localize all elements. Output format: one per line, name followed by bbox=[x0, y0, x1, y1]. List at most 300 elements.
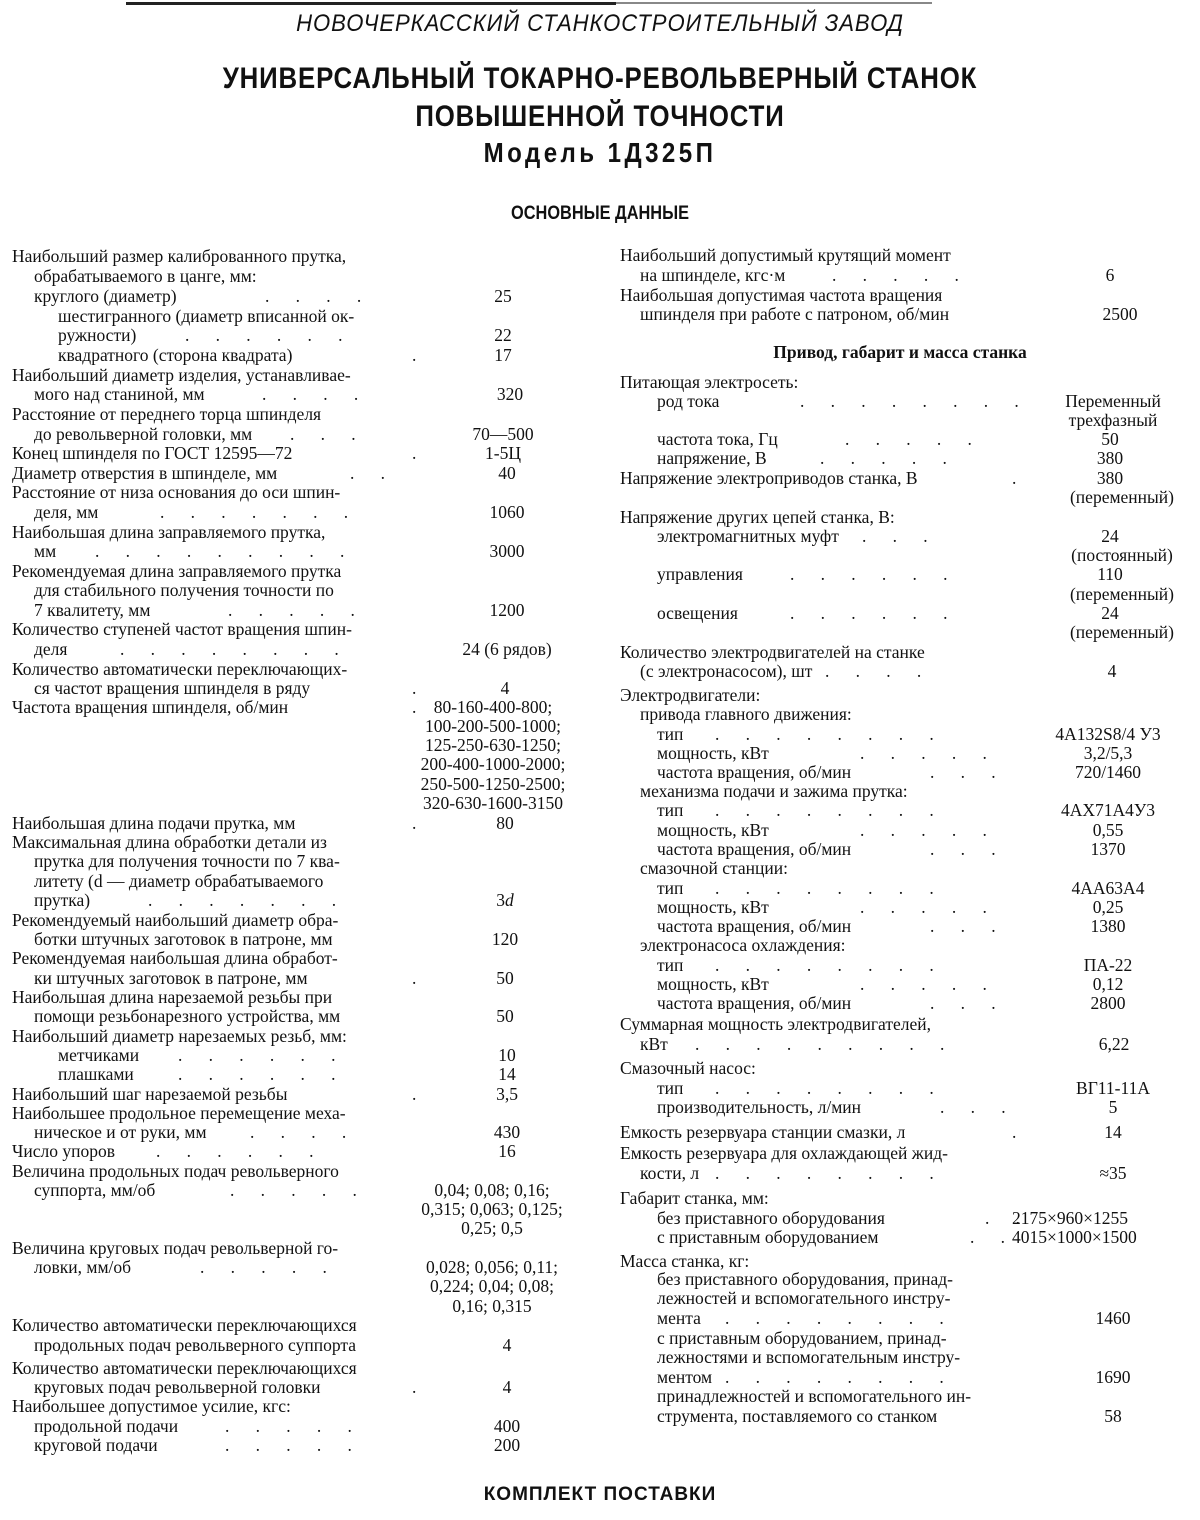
spec-row bbox=[600, 1058, 1200, 1078]
spec-value: 24 bbox=[1101, 526, 1119, 546]
spec-row bbox=[0, 1103, 600, 1123]
leader-dots: . bbox=[412, 813, 417, 833]
spec-value: Переменный bbox=[1065, 391, 1161, 411]
leader-dots: . bbox=[412, 443, 417, 463]
spec-row bbox=[600, 1347, 1200, 1367]
spec-label: Количество автоматически переключающихся bbox=[12, 1358, 357, 1378]
spec-label: метчиками bbox=[58, 1045, 140, 1065]
leader-dots: . . . bbox=[930, 916, 996, 936]
spec-row bbox=[0, 1006, 600, 1026]
spec-row bbox=[600, 685, 1200, 705]
spec-row bbox=[600, 661, 1200, 681]
spec-label: помощи резьбонарезного устройства, мм bbox=[34, 1006, 341, 1026]
spec-value: 40 bbox=[498, 463, 516, 483]
spec-row bbox=[0, 1257, 600, 1277]
spec-label: частота вращения, об/мин bbox=[657, 839, 852, 859]
spec-label: Масса станка, кг: bbox=[620, 1251, 750, 1271]
spec-value: 6 bbox=[1105, 265, 1115, 285]
spec-row bbox=[600, 245, 1200, 265]
spec-label: ническое и от руки, мм bbox=[34, 1122, 207, 1142]
spec-label: кости, л bbox=[640, 1163, 700, 1183]
spec-value: 80-160-400-800; bbox=[433, 697, 553, 717]
spec-row bbox=[600, 526, 1200, 546]
spec-label: 7 квалитету, мм bbox=[34, 600, 151, 620]
spec-label: Рекомендуемая наибольшая длина обработ- bbox=[12, 948, 338, 968]
spec-label: шпинделя при работе с патроном, об/мин bbox=[640, 304, 950, 324]
spec-row bbox=[600, 974, 1200, 994]
spec-label: мощность, кВт bbox=[657, 974, 769, 994]
spec-row bbox=[0, 600, 600, 620]
spec-row bbox=[600, 820, 1200, 840]
spec-value: 70—500 bbox=[472, 424, 534, 444]
spec-row bbox=[600, 897, 1200, 917]
spec-row bbox=[0, 365, 600, 385]
spec-row bbox=[600, 878, 1200, 898]
spec-value: 4АА63А4 bbox=[1071, 878, 1145, 898]
spec-label: механизма подачи и зажима прутка: bbox=[640, 781, 908, 801]
spec-value: 0,25 bbox=[1092, 897, 1124, 917]
spec-value: 24 (6 рядов) bbox=[462, 639, 552, 659]
spec-value: 0,315; 0,063; 0,125; bbox=[421, 1199, 563, 1219]
spec-row bbox=[0, 561, 600, 581]
spec-value: 2800 bbox=[1090, 993, 1126, 1013]
spec-value: 250-500-1250-2500; bbox=[420, 774, 566, 794]
spec-value: 14 bbox=[498, 1064, 516, 1084]
spec-value: 4 bbox=[500, 678, 510, 698]
spec-row bbox=[600, 1143, 1200, 1163]
spec-label: ловки, мм/об bbox=[34, 1257, 132, 1277]
spec-row bbox=[0, 1276, 600, 1296]
spec-label: привода главного движения: bbox=[640, 704, 852, 724]
spec-row bbox=[0, 948, 600, 968]
spec-label: обрабатываемого в цанге, мм: bbox=[34, 266, 257, 286]
spec-row bbox=[0, 619, 600, 639]
spec-label: ся частот вращения шпинделя в ряду bbox=[34, 678, 311, 698]
spec-label: Диаметр отверстия в шпинделе, мм bbox=[12, 463, 278, 483]
spec-row bbox=[0, 286, 600, 306]
spec-row bbox=[600, 1308, 1200, 1328]
spec-label: Смазочный насос: bbox=[620, 1058, 756, 1078]
spec-label: прутка) bbox=[34, 890, 91, 910]
spec-value: ПА-22 bbox=[1083, 955, 1133, 975]
spec-row bbox=[600, 1328, 1200, 1348]
spec-value: 380 bbox=[1096, 448, 1124, 468]
spec-label: ментом bbox=[657, 1367, 713, 1387]
spec-row bbox=[600, 1078, 1200, 1098]
spec-label: квадратного (сторона квадрата) bbox=[58, 345, 293, 365]
spec-label: управления bbox=[657, 564, 743, 584]
spec-label: деля bbox=[34, 639, 68, 659]
spec-label: мента bbox=[657, 1308, 701, 1328]
leader-dots: . . . . . bbox=[225, 1416, 352, 1436]
spec-value: 200-400-1000-2000; bbox=[420, 754, 566, 774]
spec-value: 3d bbox=[496, 890, 514, 910]
spec-label: лежностей и вспомогательного инстру- bbox=[657, 1288, 951, 1308]
spec-row bbox=[0, 678, 600, 698]
spec-row bbox=[0, 266, 600, 286]
leader-dots: . . . . . bbox=[230, 1180, 357, 1200]
spec-row bbox=[0, 987, 600, 1007]
spec-label: Частота вращения шпинделя, об/мин bbox=[12, 697, 289, 717]
spec-label: мощность, кВт bbox=[657, 897, 769, 917]
plant-name: НОВОЧЕРКАССКИЙ СТАНКОСТРОИТЕЛЬНЫЙ ЗАВОД bbox=[296, 10, 904, 37]
spec-row bbox=[0, 697, 600, 717]
spec-value: трехфазный bbox=[1068, 410, 1158, 430]
spec-row bbox=[600, 507, 1200, 527]
spec-row bbox=[600, 1288, 1200, 1308]
leader-dots: . bbox=[412, 1377, 417, 1397]
spec-label: Наибольшее продольное перемещение меха- bbox=[12, 1103, 346, 1123]
spec-label: тип bbox=[657, 724, 684, 744]
spec-value: (постоянный) bbox=[1071, 545, 1173, 565]
spec-row bbox=[0, 1199, 600, 1219]
spec-value: 17 bbox=[494, 345, 512, 365]
spec-row bbox=[600, 935, 1200, 955]
spec-row bbox=[600, 372, 1200, 392]
spec-row bbox=[600, 993, 1200, 1013]
spec-label: мого над станиной, мм bbox=[34, 384, 205, 404]
spec-value: 0,224; 0,04; 0,08; bbox=[430, 1276, 554, 1296]
spec-value: 720/1460 bbox=[1074, 762, 1142, 782]
spec-row bbox=[0, 1377, 600, 1397]
spec-label: частота вращения, об/мин bbox=[657, 993, 852, 1013]
leader-dots: . . . . . . . . bbox=[715, 724, 934, 744]
spec-row bbox=[600, 584, 1200, 604]
spec-value: ≈35 bbox=[1099, 1163, 1127, 1183]
spec-row bbox=[600, 1097, 1200, 1117]
spec-value: 6,22 bbox=[1098, 1034, 1130, 1054]
spec-value: 3,5 bbox=[496, 1084, 518, 1104]
spec-label: кВт bbox=[640, 1034, 668, 1054]
spec-value: 58 bbox=[1104, 1406, 1122, 1426]
leader-dots: . . . bbox=[290, 424, 356, 444]
spec-value: 16 bbox=[498, 1141, 516, 1161]
spec-row bbox=[0, 832, 600, 852]
spec-value: 4 bbox=[502, 1335, 512, 1355]
spec-label: Величина круговых подач револьверной го- bbox=[12, 1238, 339, 1258]
spec-row bbox=[0, 1026, 600, 1046]
spec-row bbox=[0, 1358, 600, 1378]
leader-dots: . . . . bbox=[265, 286, 362, 306]
spec-row bbox=[0, 502, 600, 522]
spec-row bbox=[0, 1141, 600, 1161]
spec-row bbox=[0, 325, 600, 345]
spec-value: 4АХ71А4У3 bbox=[1060, 800, 1156, 820]
spec-label: круговой подачи bbox=[34, 1435, 158, 1455]
spec-row bbox=[600, 545, 1200, 565]
spec-value: 1460 bbox=[1095, 1308, 1131, 1328]
spec-label: Габарит станка, мм: bbox=[620, 1188, 769, 1208]
leader-dots: . . . . . . . bbox=[160, 502, 349, 522]
spec-value: 0,55 bbox=[1092, 820, 1124, 840]
spec-value: 0,12 bbox=[1092, 974, 1124, 994]
spec-label: с приставным оборудованием bbox=[657, 1227, 879, 1247]
spec-row bbox=[0, 929, 600, 949]
spec-label: лежностями и вспомогательным инстру- bbox=[657, 1347, 961, 1367]
leader-dots: . . . . . . . . bbox=[120, 639, 339, 659]
spec-label: круглого (диаметр) bbox=[34, 286, 177, 306]
spec-label: Емкость резервуара для охлаждающей жид- bbox=[620, 1143, 948, 1163]
spec-label: Суммарная мощность электродвигателей, bbox=[620, 1014, 931, 1034]
spec-value: 200 bbox=[493, 1435, 521, 1455]
spec-row bbox=[0, 384, 600, 404]
spec-row bbox=[600, 265, 1200, 285]
leader-dots: . . bbox=[350, 463, 385, 483]
spec-row bbox=[600, 800, 1200, 820]
spec-value: 100-200-500-1000; bbox=[424, 716, 562, 736]
leader-dots: . . . . . bbox=[860, 974, 987, 994]
spec-label: продольной подачи bbox=[34, 1416, 179, 1436]
spec-row bbox=[0, 639, 600, 659]
spec-row bbox=[0, 404, 600, 424]
spec-label: без приставного оборудования, принад- bbox=[657, 1269, 953, 1289]
spec-value: 0,028; 0,056; 0,11; bbox=[425, 1257, 559, 1277]
spec-label: принадлежностей и вспомогательного ин- bbox=[657, 1386, 972, 1406]
spec-row bbox=[0, 1180, 600, 1200]
spec-value: 2175×960×1255 bbox=[1012, 1208, 1128, 1228]
spec-value: (переменный) bbox=[1069, 622, 1174, 642]
spec-row bbox=[600, 916, 1200, 936]
spec-row bbox=[600, 724, 1200, 744]
leader-dots: . bbox=[412, 697, 417, 717]
spec-row bbox=[0, 1335, 600, 1355]
spec-label: Питающая электросеть: bbox=[620, 372, 799, 392]
spec-row bbox=[600, 487, 1200, 507]
spec-row bbox=[0, 1122, 600, 1142]
leader-dots: . . . . . bbox=[845, 429, 972, 449]
spec-value: 50 bbox=[1101, 429, 1119, 449]
leader-dots: . . . . . bbox=[228, 600, 355, 620]
leader-dots: . . . . . . . . bbox=[715, 878, 934, 898]
spec-label: частота вращения, об/мин bbox=[657, 762, 852, 782]
spec-value: (переменный) bbox=[1069, 487, 1174, 507]
spec-row bbox=[0, 522, 600, 542]
spec-label: Рекомендуемый наибольший диаметр обра- bbox=[12, 910, 339, 930]
spec-row bbox=[600, 1386, 1200, 1406]
spec-row bbox=[600, 1367, 1200, 1387]
spec-label: тип bbox=[657, 1078, 684, 1098]
spec-row bbox=[600, 743, 1200, 763]
model-title: Модель 1Д325П bbox=[483, 137, 717, 168]
spec-row bbox=[600, 839, 1200, 859]
spec-label: Наибольший шаг нарезаемой резьбы bbox=[12, 1084, 288, 1104]
spec-label: мощность, кВт bbox=[657, 820, 769, 840]
spec-value: 430 bbox=[493, 1122, 521, 1142]
leader-dots: . . . . . . . . . bbox=[95, 541, 345, 561]
spec-value: 1690 bbox=[1095, 1367, 1131, 1387]
spec-value: 4 bbox=[502, 1377, 512, 1397]
spec-value: 125-250-630-1250; bbox=[424, 735, 562, 755]
spec-value: 4 bbox=[1107, 661, 1117, 681]
spec-value: 50 bbox=[496, 1006, 514, 1026]
spec-label: без приставного оборудования bbox=[657, 1208, 885, 1228]
spec-value: 3,2/5,3 bbox=[1083, 743, 1133, 763]
spec-row bbox=[0, 1296, 600, 1316]
spec-row bbox=[0, 659, 600, 679]
leader-dots: . . bbox=[985, 1208, 1020, 1228]
spec-row bbox=[600, 1227, 1200, 1247]
spec-label: род тока bbox=[657, 391, 720, 411]
section-heading-delivery-set: КОМПЛЕКТ ПОСТАВКИ bbox=[483, 1484, 717, 1505]
leader-dots: . . . . . . . . bbox=[800, 391, 1019, 411]
spec-row bbox=[600, 1251, 1200, 1271]
spec-label: Наибольшая длина подачи прутка, мм bbox=[12, 813, 296, 833]
leader-dots: . bbox=[412, 678, 417, 698]
leader-dots: . bbox=[1012, 468, 1017, 488]
spec-label: для стабильного получения точности по bbox=[34, 580, 334, 600]
spec-row bbox=[600, 1208, 1200, 1228]
spec-value: 1-5Ц bbox=[485, 443, 521, 463]
spec-row bbox=[600, 468, 1200, 488]
spec-label: деля, мм bbox=[34, 502, 99, 522]
spec-label: Напряжение электроприводов станка, В bbox=[620, 468, 918, 488]
spec-row bbox=[0, 482, 600, 502]
spec-row bbox=[0, 774, 600, 794]
spec-label: частота тока, Гц bbox=[657, 429, 778, 449]
spec-row bbox=[0, 306, 600, 326]
spec-label: ки штучных заготовок в патроне, мм bbox=[34, 968, 308, 988]
leader-dots: . bbox=[412, 968, 417, 988]
spec-value: 24 bbox=[1101, 603, 1119, 623]
leader-dots: . . . . . . . bbox=[148, 890, 337, 910]
spec-label: Емкость резервуара станции смазки, л bbox=[620, 1122, 906, 1142]
spec-row bbox=[0, 910, 600, 930]
spec-label: круговых подач револьверной головки bbox=[34, 1377, 321, 1397]
spec-row bbox=[600, 448, 1200, 468]
spec-row bbox=[600, 603, 1200, 623]
leader-dots: . . . . . . . . bbox=[715, 955, 934, 975]
leader-dots: . . . . . . bbox=[790, 603, 948, 623]
leader-dots: . bbox=[412, 345, 417, 365]
leader-dots: . . . bbox=[940, 1097, 1006, 1117]
spec-label: на шпинделе, кгс·м bbox=[640, 265, 786, 285]
spec-label: Наибольшая длина нарезаемой резьбы при bbox=[12, 987, 333, 1007]
spec-label: мм bbox=[34, 541, 57, 561]
spec-value: 4015×1000×1500 bbox=[1012, 1227, 1137, 1247]
leader-dots: . . . . . . . . bbox=[725, 1367, 944, 1387]
spec-label: ботки штучных заготовок в патроне, мм bbox=[34, 929, 333, 949]
spec-row bbox=[0, 1435, 600, 1455]
leader-dots: . . . . . bbox=[225, 1435, 352, 1455]
spec-value: 320-630-1600-3150 bbox=[423, 793, 563, 813]
spec-value: ВГ11-11А bbox=[1076, 1078, 1150, 1098]
leader-dots: . . . . . bbox=[860, 743, 987, 763]
spec-label: с приставным оборудованием, принад- bbox=[657, 1328, 947, 1348]
spec-label: Конец шпинделя по ГОСТ 12595—72 bbox=[12, 443, 293, 463]
spec-label: электронасоса охлаждения: bbox=[640, 935, 846, 955]
spec-row bbox=[600, 1014, 1200, 1034]
spec-value: 0,25; 0,5 bbox=[461, 1218, 523, 1238]
spec-value: (переменный) bbox=[1069, 584, 1174, 604]
spec-value: 380 bbox=[1096, 468, 1124, 488]
spec-label: Расстояние от низа основания до оси шпин- bbox=[12, 482, 341, 502]
spec-row bbox=[600, 704, 1200, 724]
spec-row bbox=[0, 716, 600, 736]
leader-dots: . . . . bbox=[825, 661, 922, 681]
spec-label: Величина продольных подач револьверного bbox=[12, 1161, 339, 1181]
leader-dots: . . . . . . bbox=[790, 564, 948, 584]
spec-row bbox=[0, 424, 600, 444]
section-heading-main-data: ОСНОВНЫЕ ДАННЫЕ bbox=[511, 203, 689, 224]
spec-value: 80 bbox=[496, 813, 514, 833]
spec-label: мощность, кВт bbox=[657, 743, 769, 763]
leader-dots: . . . . bbox=[250, 1122, 347, 1142]
spec-row bbox=[0, 541, 600, 561]
spec-row bbox=[600, 955, 1200, 975]
spec-label: Напряжение других цепей станка, В: bbox=[620, 507, 895, 527]
spec-row bbox=[0, 463, 600, 483]
spec-label: напряжение, В bbox=[657, 448, 767, 468]
spec-label: Наибольший диаметр изделия, устанавливае- bbox=[12, 365, 351, 385]
leader-dots: . . . . . bbox=[860, 820, 987, 840]
spec-value: 2500 bbox=[1102, 304, 1138, 324]
spec-row bbox=[0, 345, 600, 365]
spec-value: 25 bbox=[494, 286, 512, 306]
spec-value: 1370 bbox=[1090, 839, 1126, 859]
spec-label: до револьверной головки, мм bbox=[34, 424, 253, 444]
leader-dots: . . . . . bbox=[200, 1257, 327, 1277]
spec-label: производительность, л/мин bbox=[657, 1097, 862, 1117]
spec-value: 4А132S8/4 У3 bbox=[1055, 724, 1161, 744]
spec-row bbox=[600, 1188, 1200, 1208]
spec-label: продольных подач револьверного суппорта bbox=[34, 1335, 356, 1355]
spec-value: 22 bbox=[494, 325, 512, 345]
spec-row bbox=[0, 735, 600, 755]
spec-row bbox=[0, 1315, 600, 1335]
spec-value: 1380 bbox=[1090, 916, 1126, 936]
leader-dots: . . . . . . bbox=[156, 1141, 314, 1161]
spec-row bbox=[600, 391, 1200, 411]
leader-dots: . . . . . . . . bbox=[715, 1078, 934, 1098]
spec-label: Наибольшая допустимая частота вращения bbox=[620, 285, 943, 305]
spec-label: ружности) bbox=[58, 325, 137, 345]
leader-dots: . . . . . . bbox=[178, 1045, 336, 1065]
leader-dots: . . . bbox=[930, 839, 996, 859]
leader-dots: . . . bbox=[862, 526, 928, 546]
spec-label: Рекомендуемая длина заправляемого прутка bbox=[12, 561, 342, 581]
spec-row bbox=[0, 890, 600, 910]
spec-row bbox=[600, 410, 1200, 430]
spec-label: Количество электродвигателей на станке bbox=[620, 642, 925, 662]
leader-dots: . . . bbox=[930, 993, 996, 1013]
spec-label: струмента, поставляемого со станком bbox=[657, 1406, 938, 1426]
spec-row bbox=[600, 1163, 1200, 1183]
spec-label: Электродвигатели: bbox=[620, 685, 761, 705]
spec-row bbox=[0, 1084, 600, 1104]
spec-row bbox=[0, 443, 600, 463]
spec-row bbox=[600, 564, 1200, 584]
leader-dots: . . . . . . . . . bbox=[695, 1034, 945, 1054]
machine-title-line1: УНИВЕРСАЛЬНЫЙ ТОКАРНО-РЕВОЛЬВЕРНЫЙ СТАНОК bbox=[222, 62, 978, 95]
spec-row bbox=[0, 754, 600, 774]
spec-label: Наибольшее допустимое усилие, кгс: bbox=[12, 1396, 291, 1416]
spec-label: Максимальная длина обработки детали из bbox=[12, 832, 327, 852]
leader-dots: . . . . . . . . bbox=[715, 800, 934, 820]
spec-row bbox=[0, 580, 600, 600]
spec-value: 50 bbox=[496, 968, 514, 988]
spec-label: Количество автоматически переключающихся bbox=[12, 1315, 357, 1335]
spec-label: электромагнитных муфт bbox=[657, 526, 839, 546]
leader-dots: . . . . . . . . bbox=[725, 1308, 944, 1328]
spec-row bbox=[0, 968, 600, 988]
spec-label: Наибольшая длина заправляемого прутка, bbox=[12, 522, 326, 542]
leader-dots: . . . . . bbox=[820, 448, 947, 468]
spec-row bbox=[0, 1396, 600, 1416]
spec-row bbox=[600, 858, 1200, 878]
spec-value: 3000 bbox=[489, 541, 525, 561]
spec-value: 0,16; 0,315 bbox=[452, 1296, 532, 1316]
spec-row bbox=[600, 285, 1200, 305]
